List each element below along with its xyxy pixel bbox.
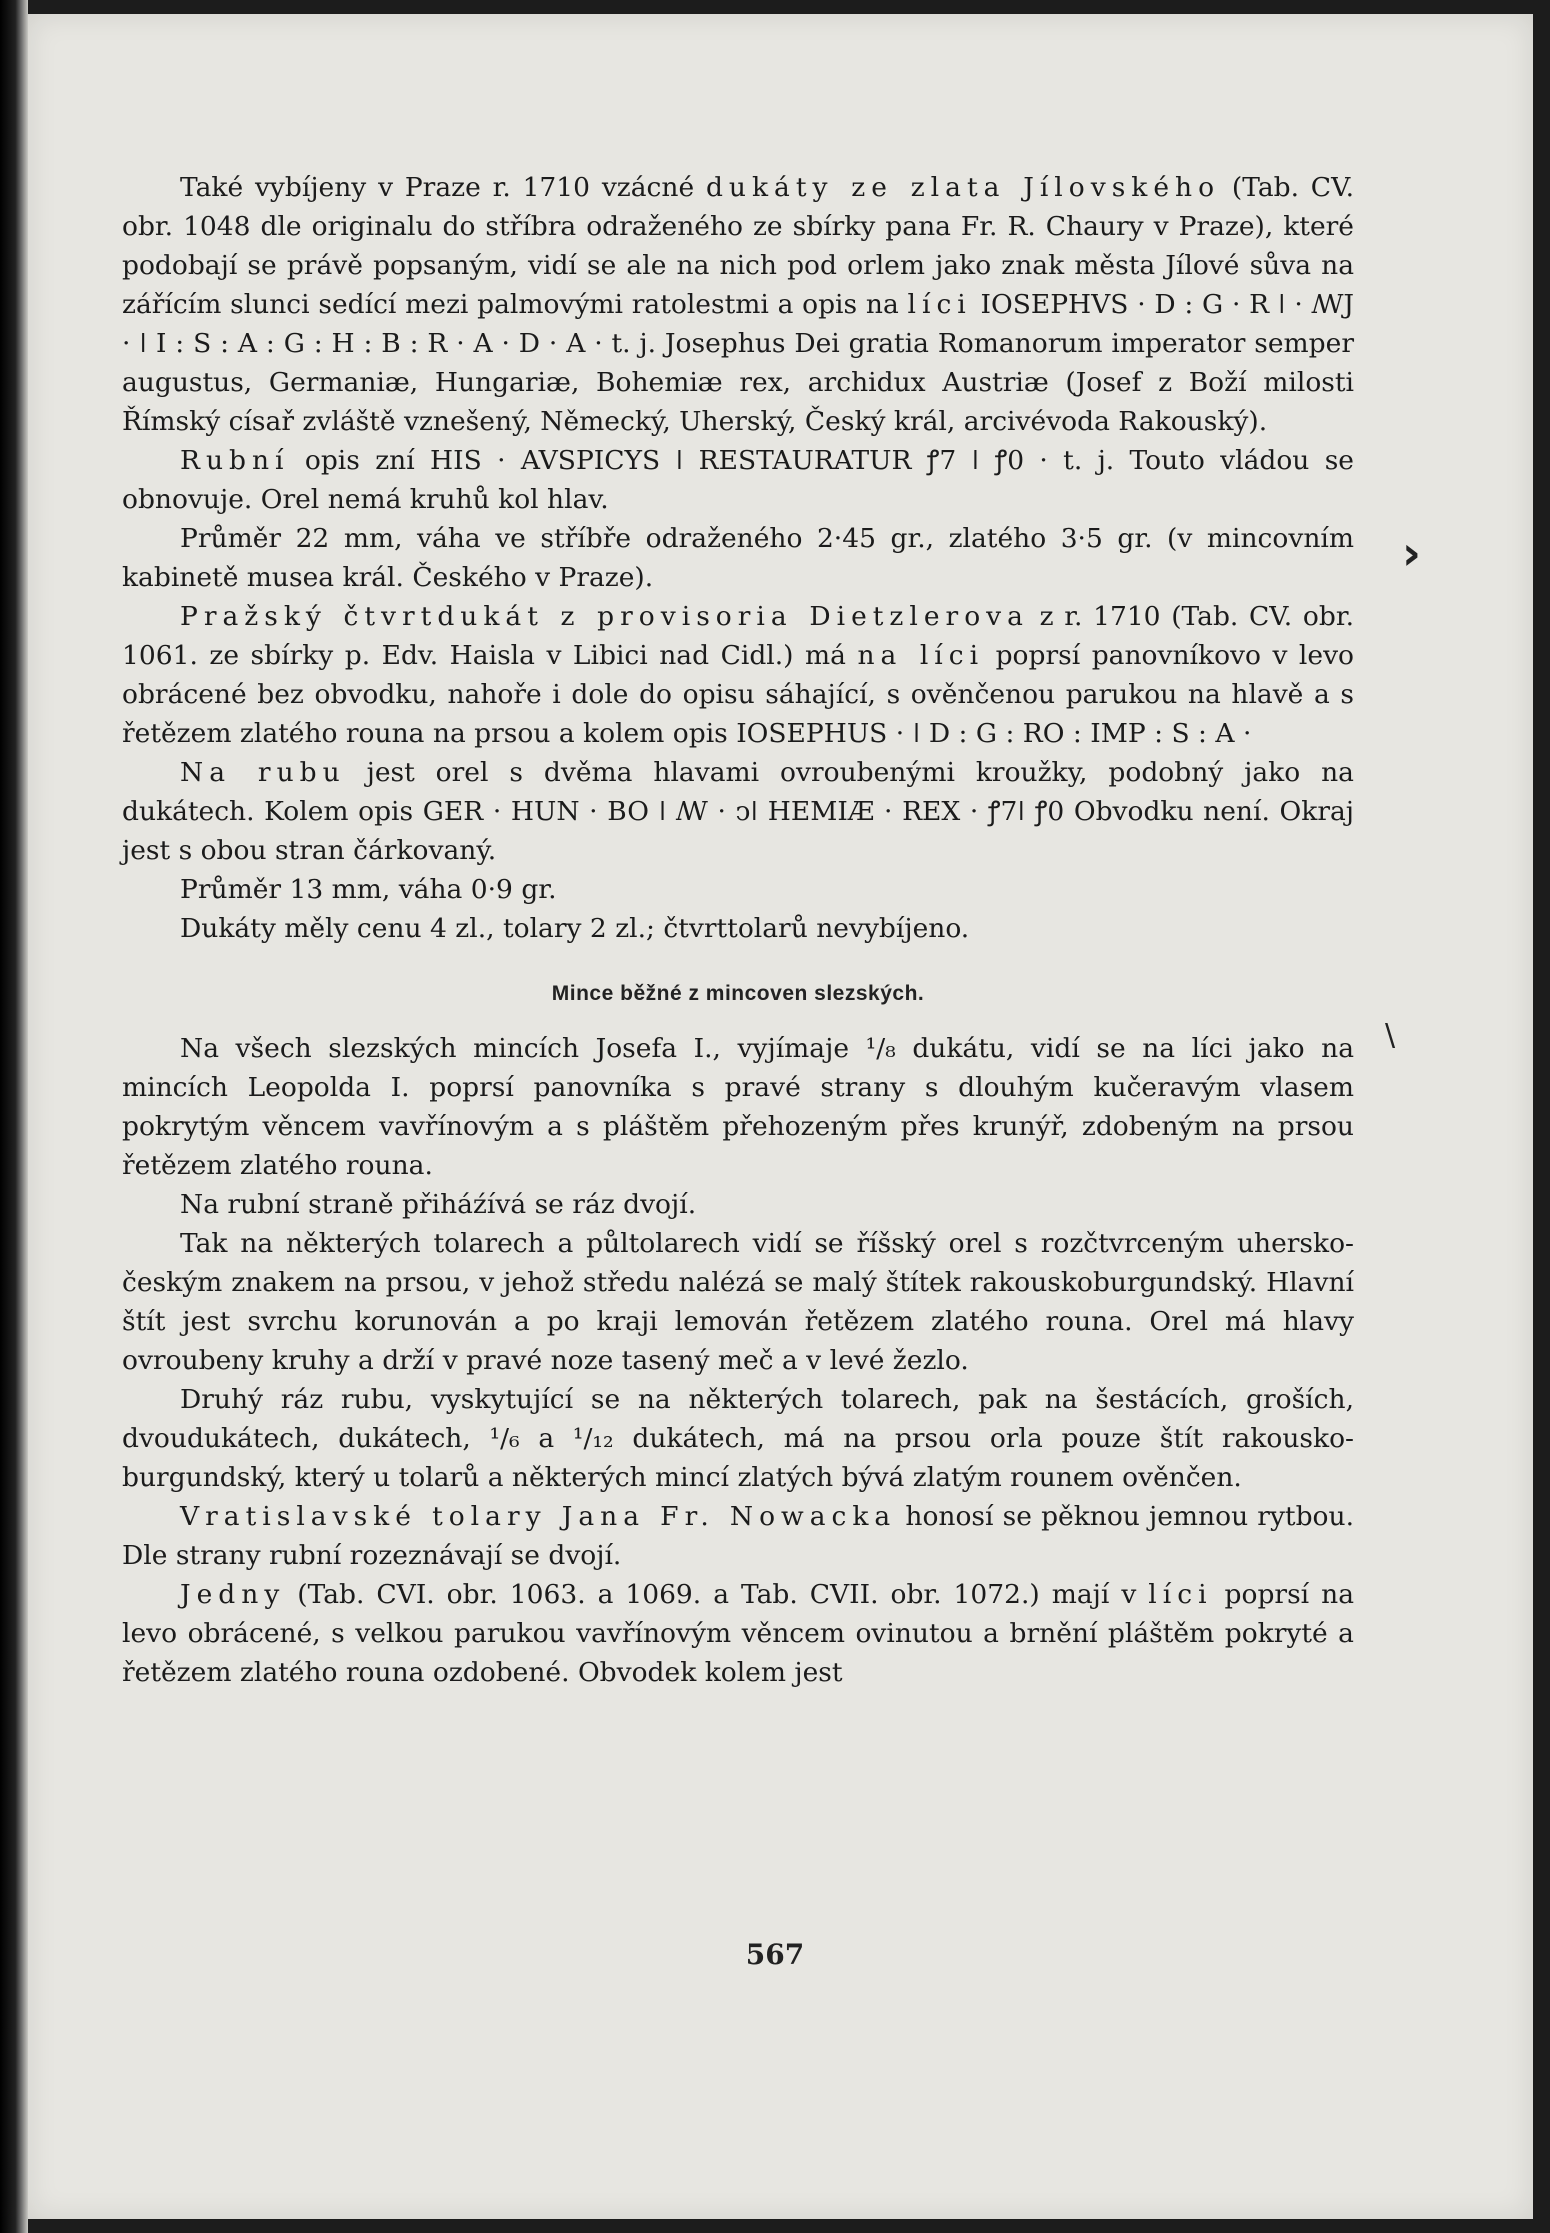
- margin-mark-arrow: ›: [1402, 526, 1421, 580]
- paragraph-text: poprsí na levo obrácené, s velkou parukou vavřínovým věncem ovinutou a brnění pláštěm pokryté a řetězem zlatého rouna ozdobené. Obvodek kolem jest: [122, 1579, 1354, 1688]
- scan-left-edge: [0, 0, 28, 2233]
- spaced-emphasis-text: Rubní: [180, 445, 290, 476]
- paragraph-text: poprsí panovníkovo v levo obrácené bez obvodku, nahoře i dole do opisu sáhající, s ověnčenou parukou na hlavě a s řetězem zlatého rouna na prsou a kolem opis IOSEPHUS · ǀ D : G : RO : IMP : S : A ·: [122, 640, 1355, 749]
- paragraph-text: z r. 1710 (Tab. CV. obr. 1061. ze sbírky p. Edv. Haisla v Libici nad Cidl.) má: [122, 601, 1355, 671]
- spaced-emphasis-text: dukáty ze zlata Jílovského: [705, 172, 1221, 203]
- paragraph-text: (Tab. CV. obr. 1048 dle originalu do stříbra odraženého ze sbírky pana Fr. R. Chaury v Praze), které podobají se právě popsaným, vidí se ale na nich pod orlem jako znak města Jílové sůva na zářícím slunci sedící mezi palmovými ratolestmi a opis na: [122, 172, 1355, 320]
- paragraph-text: IOSEPHVS · D : G · R ǀ · ꟿJ · ǀ I : S : A : G : H : B : R · A · D · A · t. j. Josephus Dei gratia Romanorum imperator semper augustus, Germaniæ, Hungariæ, Bohemiæ rex, archidux Austriæ (Josef z Boží milosti Římský císař zvláště vznešený, Německý, Uherský, Český král, arcivévoda Rakouský).: [122, 289, 1355, 437]
- paragraph: [122, 909, 1354, 948]
- section-heading: Mince běžné z mincoven slezských.: [551, 982, 925, 1005]
- paragraph: [122, 519, 1354, 597]
- spaced-emphasis-text: Vratislavské tolary Jana Fr. Nowacka: [180, 1501, 897, 1532]
- paragraph-text: Na rubní straně přiháźívá se ráz dvojí.: [180, 1189, 697, 1220]
- paragraph: [122, 441, 1354, 519]
- page-number: 567: [745, 1938, 805, 1971]
- paragraph: [122, 168, 1354, 441]
- paragraph: [122, 1380, 1354, 1497]
- paragraph: [122, 1224, 1354, 1380]
- text-part-before-heading: [122, 168, 1354, 948]
- margin-mark-slash: \: [1385, 1018, 1396, 1053]
- spaced-emphasis-text: Pražský čtvrtdukát z provisoria Dietzlerova: [180, 601, 1029, 632]
- paragraph-text: Průměr 22 mm, váha ve stříbře odraženého 2·45 gr., zlatého 3·5 gr. (v mincovním kabinetě musea král. Českého v Praze).: [122, 523, 1354, 593]
- paragraph: [122, 1029, 1354, 1185]
- paragraph-text: Také vybíjeny v Praze r. 1710 vzácné: [180, 172, 706, 203]
- paragraph: [122, 753, 1354, 870]
- paragraph-text: Tak na některých tolarech a půltolarech vidí se říšský orel s rozčtvrceným uhersko-českým znakem na prsou, v jehož středu nalézá se malý štítek rakouskoburgundský. Hlavní štít jest svrchu korunován a po kraji lemován řetězem zlatého rouna. Orel má hlavy ovroubeny kruhy a drží v pravé noze tasený meč a v levé žezlo.: [122, 1228, 1354, 1376]
- spaced-emphasis-text: na líci: [857, 640, 985, 671]
- paragraph-text: Druhý ráz rubu, vyskytující se na některých tolarech, pak na šestácích, groších, dvoudukátech, dukátech, ¹/₆ a ¹/₁₂ dukátech, má na prsou orla pouze štít rakousko-burgundský, který u tolarů a některých mincí zlatých bývá zlatým rounem ověnčen.: [122, 1384, 1354, 1493]
- paragraph: [122, 1497, 1354, 1575]
- spaced-emphasis-text: Na rubu: [180, 757, 346, 788]
- page-text: [122, 168, 1354, 1692]
- paragraph-text: (Tab. CVI. obr. 1063. a 1069. a Tab. CVII. obr. 1072.) mají v: [285, 1579, 1149, 1610]
- paragraph-text: Dukáty měly cenu 4 zl., tolary 2 zl.; čtvrttolarů nevybíjeno.: [180, 913, 970, 944]
- paragraph-text: Na všech slezských mincích Josefa I., vyjímaje ¹/₈ dukátu, vidí se na líci jako na mincích Leopolda I. poprsí panovníka s pravé strany s dlouhým kučeravým vlasem pokrytým věncem vavřínovým a s pláštěm přehozeným přes krunýř, zdobeným na prsou řetězem zlatého rouna.: [122, 1033, 1354, 1181]
- paragraph-text: opis zní HIS · AVSPICYS ǀ RESTAURATUR ꝭ7 ǀ ꝭ0 · t. j. Touto vládou se obnovuje. Orel nemá kruhů kol hlav.: [122, 445, 1354, 515]
- spaced-emphasis-text: líci: [907, 289, 972, 320]
- paragraph: [122, 1185, 1354, 1224]
- paragraph: [122, 1575, 1354, 1692]
- paragraph: [122, 870, 1354, 909]
- spaced-emphasis-text: Jedny: [180, 1579, 286, 1610]
- spaced-emphasis-text: líci: [1148, 1579, 1213, 1610]
- paragraph-text: honosí se pěknou jemnou rytbou. Dle strany rubní rozeznávají se dvojí.: [122, 1501, 1354, 1571]
- text-part-after-heading: [122, 1029, 1354, 1692]
- paragraph-text: jest orel s dvěma hlavami ovroubenými kroužky, podobný jako na dukátech. Kolem opis GER · HUN · BO ǀ ꟿ · ↄǀ HEMIÆ · REX · ꝭ7ǀ ꝭ0 Obvodku není. Okraj jest s obou stran čárkovaný.: [122, 757, 1354, 866]
- paragraph-text: Průměr 13 mm, váha 0·9 gr.: [180, 874, 557, 905]
- paragraph: [122, 597, 1354, 753]
